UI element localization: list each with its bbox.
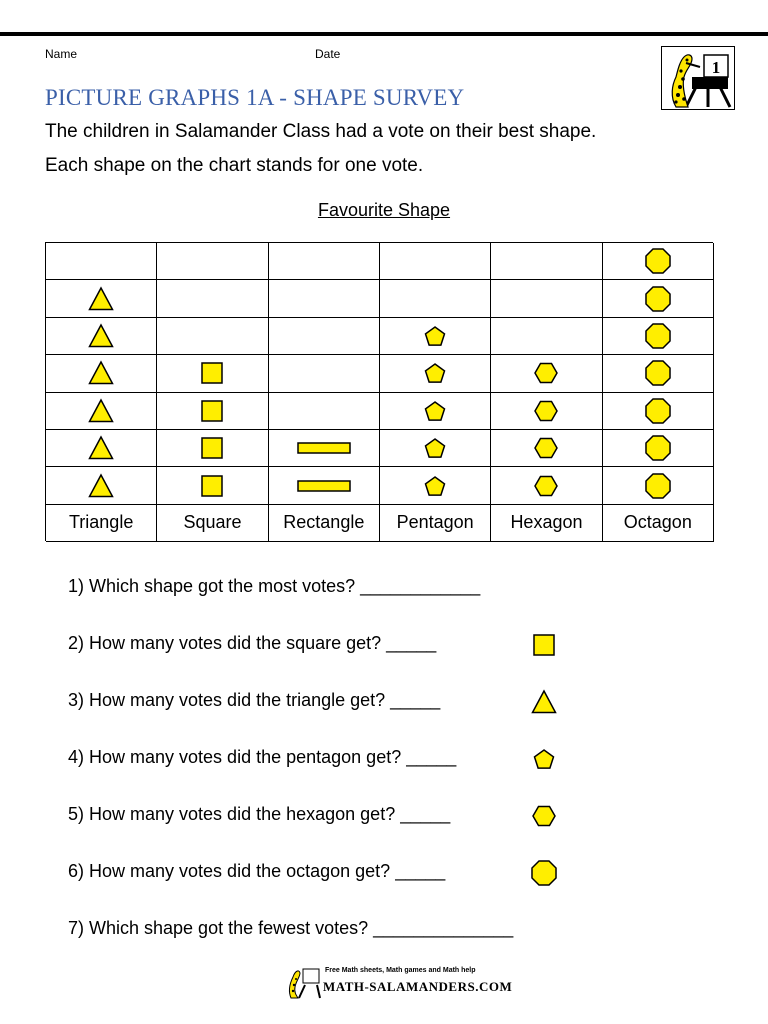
hexagon-icon: [530, 802, 558, 830]
pentagon-vote-icon: [421, 434, 449, 462]
hexagon-vote-icon: [532, 434, 560, 462]
graph-cell: [46, 243, 157, 280]
graph-cell: [603, 280, 714, 317]
graph-cell: [46, 430, 157, 467]
footer-salamander-icon: [285, 965, 321, 999]
graph-cell: [46, 318, 157, 355]
octagon-vote-icon: [644, 397, 672, 425]
triangle-vote-icon: [87, 397, 115, 425]
rectangle-vote-icon: [296, 440, 352, 456]
graph-cell: [380, 355, 491, 392]
graph-cell: [603, 393, 714, 430]
graph-cell: [157, 393, 268, 430]
graph-cell: [46, 280, 157, 317]
triangle-vote-icon: [87, 472, 115, 500]
triangle-icon: [530, 688, 558, 716]
graph-cell: [380, 243, 491, 280]
chart-title: Favourite Shape: [317, 200, 451, 220]
graph-cell: [157, 430, 268, 467]
graph-cell: [491, 393, 602, 430]
octagon-vote-icon: [644, 247, 672, 275]
octagon-vote-icon: [644, 285, 672, 313]
graph-cell: [157, 355, 268, 392]
intro-line-1: The children in Salamander Class had a vote on their best shape.: [45, 121, 597, 142]
graph-cell: [491, 467, 602, 504]
hexagon-vote-icon: [532, 359, 560, 387]
triangle-vote-icon: [87, 359, 115, 387]
graph-cell: [269, 318, 380, 355]
question-6: 6) How many votes did the octagon get? _____: [68, 861, 446, 881]
graph-cell: [491, 430, 602, 467]
graph-cell: [46, 355, 157, 392]
octagon-vote-icon: [644, 359, 672, 387]
graph-cell: [46, 393, 157, 430]
triangle-vote-icon: [87, 285, 115, 313]
graph-cell: [380, 430, 491, 467]
question-2-square-icon: [530, 631, 558, 664]
graph-cell: [269, 355, 380, 392]
question-1: 1) Which shape got the most votes? ____________: [68, 576, 481, 596]
question-4-pentagon-icon: [530, 745, 558, 778]
category-label-octagon: Octagon: [603, 505, 714, 542]
octagon-icon: [530, 859, 558, 887]
salamander-logo: [661, 46, 735, 110]
graph-cell: [603, 467, 714, 504]
graph-cell: [157, 243, 268, 280]
graph-cell: [491, 280, 602, 317]
pentagon-vote-icon: [421, 359, 449, 387]
question-5-hexagon-icon: [530, 802, 558, 835]
question-5: 5) How many votes did the hexagon get? _____: [68, 804, 451, 824]
date-label: Date: [315, 47, 341, 61]
footer-brand: MATH-SALAMANDERS.COM: [323, 979, 513, 994]
category-label-rectangle: Rectangle: [269, 505, 380, 542]
category-label-square: Square: [157, 505, 268, 542]
logo-badge: 1: [711, 58, 721, 77]
question-3: 3) How many votes did the triangle get? _____: [68, 690, 441, 710]
graph-cell: [157, 318, 268, 355]
picture-graph: [45, 242, 713, 541]
square-vote-icon: [198, 359, 226, 387]
octagon-vote-icon: [644, 472, 672, 500]
question-2: 2) How many votes did the square get? _____: [68, 633, 437, 653]
graph-cell: [603, 430, 714, 467]
octagon-vote-icon: [644, 434, 672, 462]
footer-logo: [285, 965, 513, 999]
graph-cell: [380, 393, 491, 430]
graph-cell: [603, 318, 714, 355]
graph-cell: [491, 318, 602, 355]
page-title: PICTURE GRAPHS 1A - SHAPE SURVEY: [45, 85, 465, 110]
graph-cell: [603, 355, 714, 392]
category-label-hexagon: Hexagon: [491, 505, 602, 542]
rectangle-vote-icon: [296, 478, 352, 494]
footer-tagline: Free Math sheets, Math games and Math help: [325, 967, 476, 974]
graph-cell: [46, 467, 157, 504]
octagon-vote-icon: [644, 322, 672, 350]
question-3-triangle-icon: [530, 688, 558, 721]
graph-cell: [269, 467, 380, 504]
category-label-pentagon: Pentagon: [380, 505, 491, 542]
hexagon-vote-icon: [532, 472, 560, 500]
question-4: 4) How many votes did the pentagon get? _____: [68, 747, 457, 767]
graph-cell: [380, 280, 491, 317]
graph-cell: [380, 467, 491, 504]
hexagon-vote-icon: [532, 397, 560, 425]
graph-cell: [380, 318, 491, 355]
graph-cell: [603, 243, 714, 280]
square-vote-icon: [198, 397, 226, 425]
pentagon-vote-icon: [421, 397, 449, 425]
pentagon-icon: [530, 745, 558, 773]
square-icon: [530, 631, 558, 659]
top-rule: [0, 32, 768, 36]
graph-cell: [269, 280, 380, 317]
pentagon-vote-icon: [421, 322, 449, 350]
triangle-vote-icon: [87, 322, 115, 350]
pentagon-vote-icon: [421, 472, 449, 500]
triangle-vote-icon: [87, 434, 115, 462]
graph-cell: [269, 243, 380, 280]
question-7: 7) Which shape got the fewest votes? ______________: [68, 918, 514, 938]
graph-cell: [269, 393, 380, 430]
graph-cell: [157, 467, 268, 504]
question-6-octagon-icon: [530, 859, 558, 892]
square-vote-icon: [198, 472, 226, 500]
graph-cell: [157, 280, 268, 317]
graph-cell: [491, 243, 602, 280]
square-vote-icon: [198, 434, 226, 462]
intro-line-2: Each shape on the chart stands for one vote.: [45, 155, 424, 176]
category-label-triangle: Triangle: [46, 505, 157, 542]
graph-cell: [269, 430, 380, 467]
name-label: Name: [45, 47, 78, 61]
graph-cell: [491, 355, 602, 392]
